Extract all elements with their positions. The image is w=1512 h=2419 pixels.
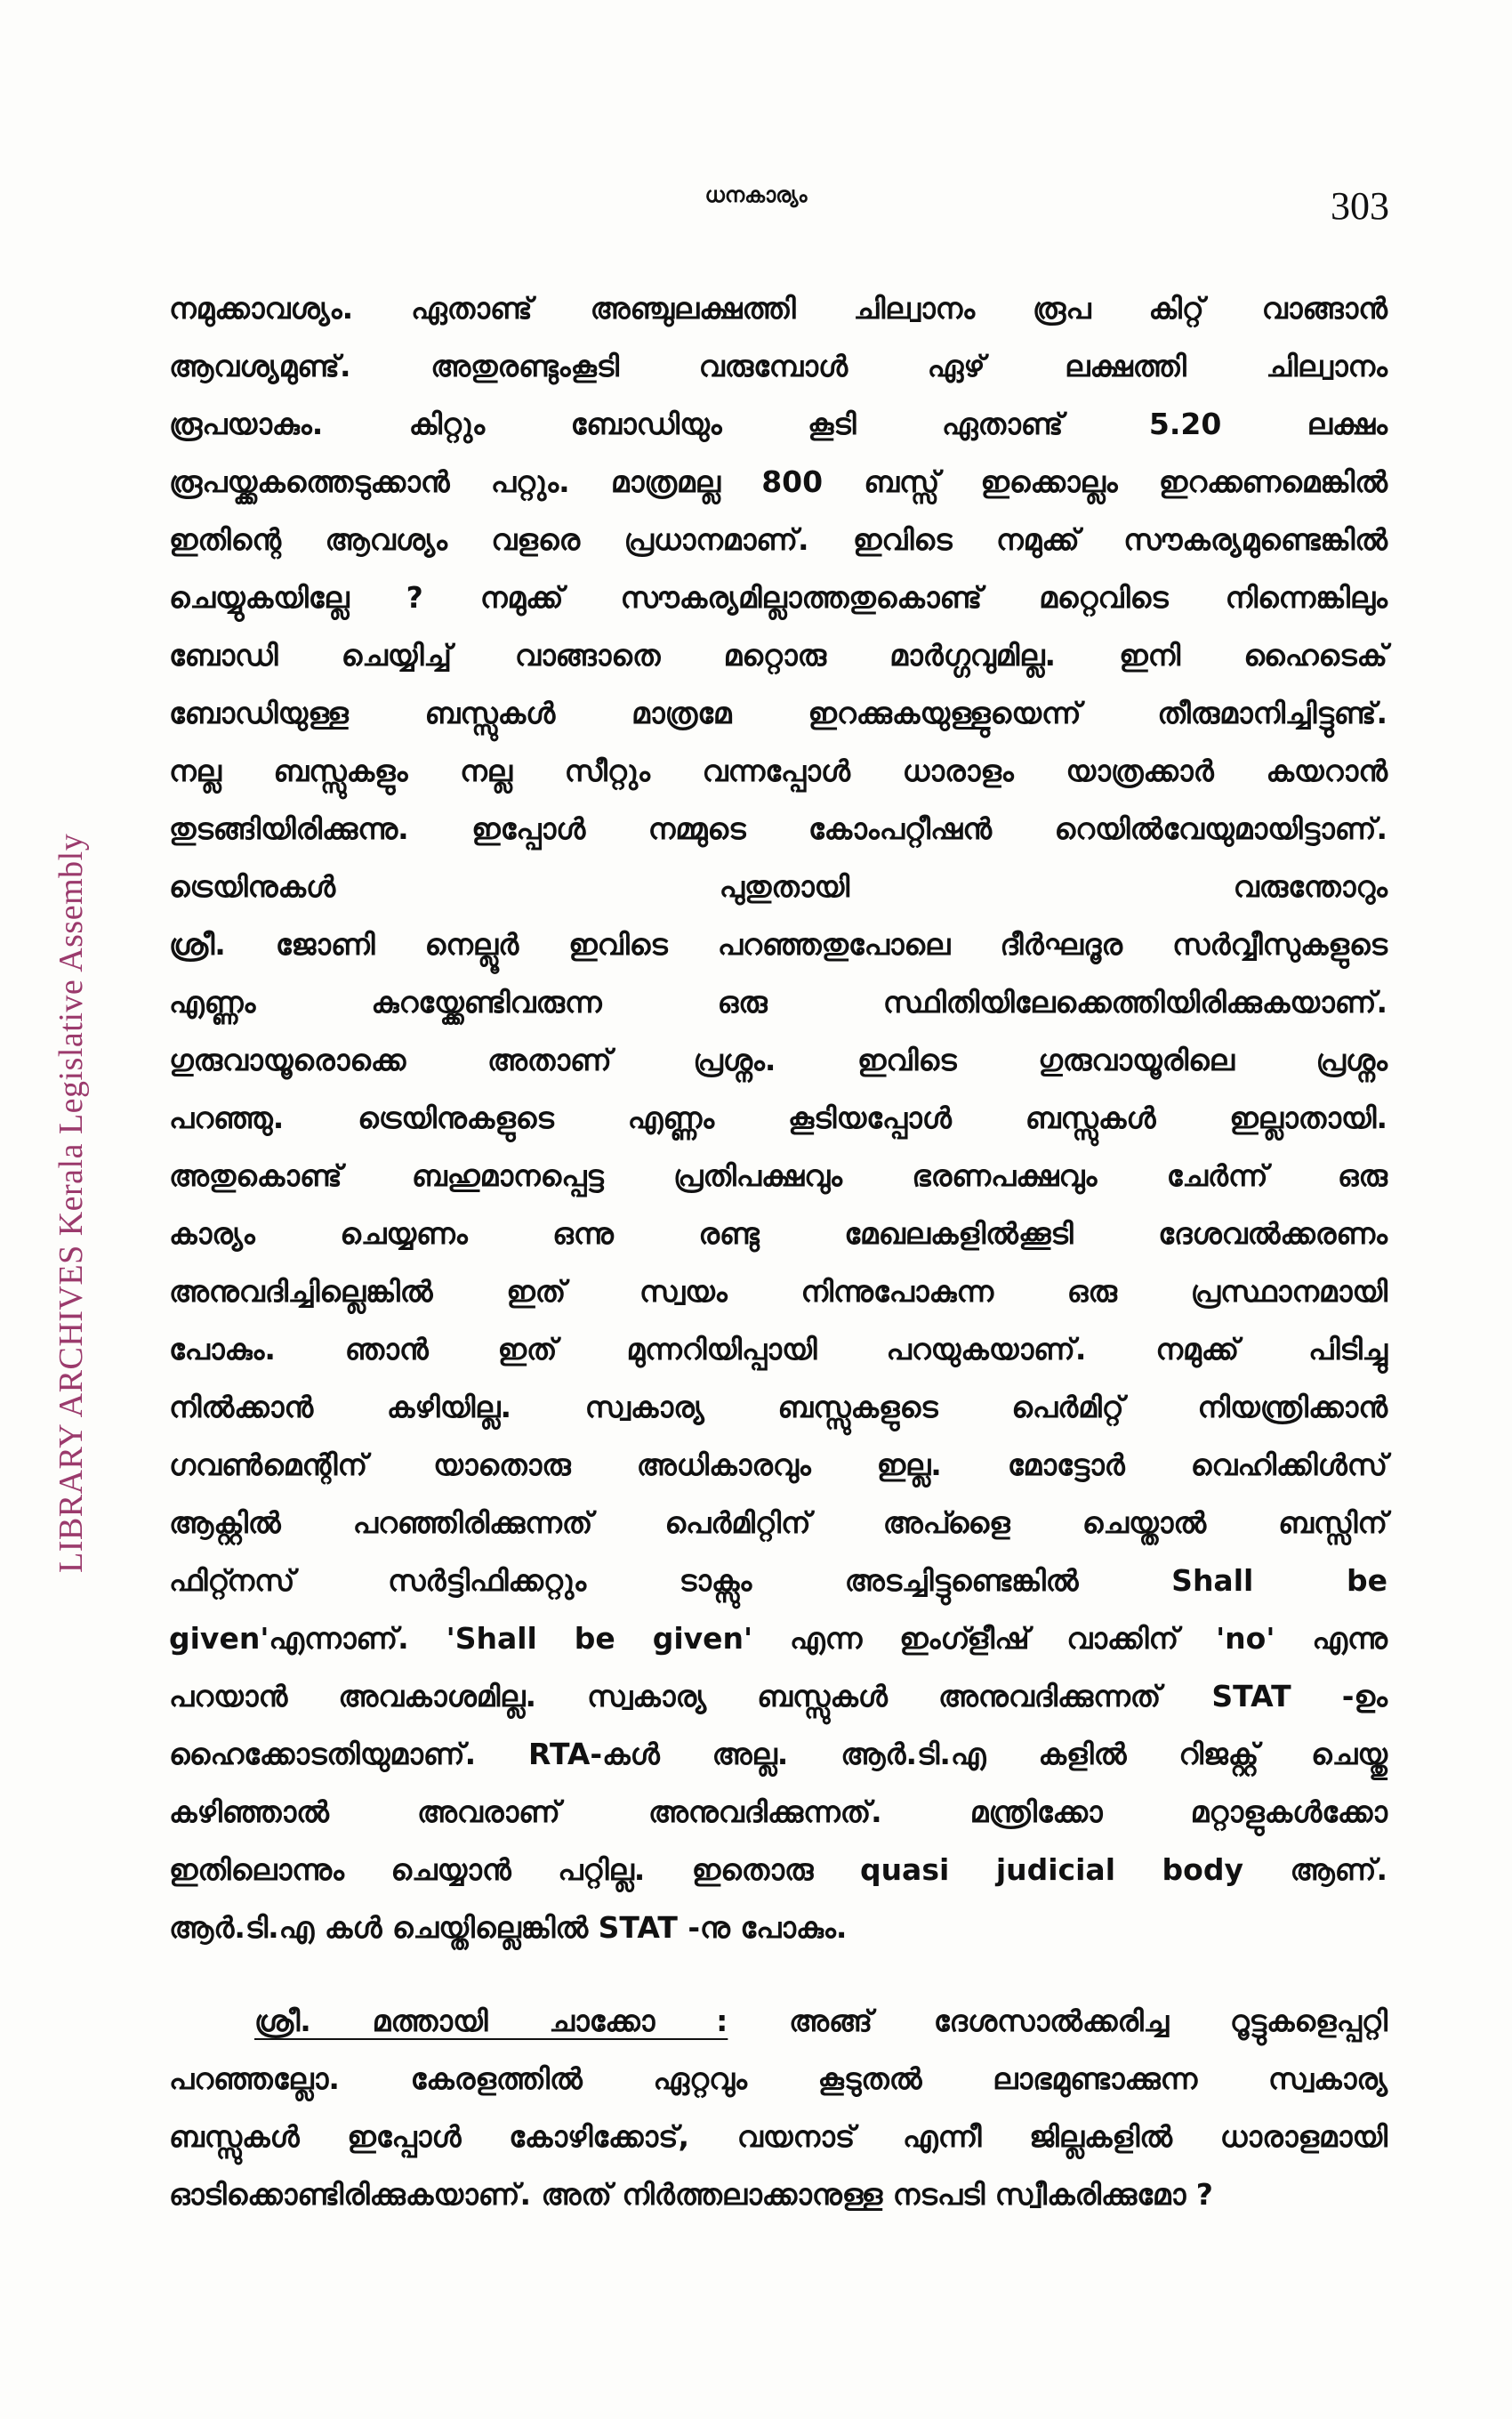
text-line: പറയാൻ അവകാശമില്ല. സ്വകാര്യ ബസ്സുകൾ അനുവദിക്കുന്നത് STAT -ഉം xyxy=(169,1679,1387,1713)
text-line: നിൽക്കാൻ കഴിയില്ല. സ്വകാര്യ ബസ്സുകളുടെ പെർമിറ്റ് നിയന്ത്രിക്കാൻ xyxy=(169,1390,1387,1424)
speech-line: പറഞ്ഞല്ലോ. കേരളത്തിൽ ഏറ്റവും കൂടുതൽ ലാഭമുണ്ടാക്കുന്ന സ്വകാര്യ xyxy=(169,2061,1387,2096)
text-line: രൂപയ്ക്കകത്തെടുക്കാൻ പറ്റും. മാത്രമല്ല 800 ബസ്സ് ഇക്കൊല്ലം ഇറക്കണമെങ്കിൽ xyxy=(169,464,1387,499)
text-line: കഴിഞ്ഞാൽ അവരാണ് അനുവദിക്കുന്നത്. മന്ത്രിക്കോ മറ്റാളുകൾക്കോ xyxy=(169,1794,1387,1829)
text-line: ആർ.ടി.എ കൾ ചെയ്തില്ലെങ്കിൽ STAT -നു പോകും. xyxy=(169,1910,848,1945)
text-line: given'എന്നാണ്. 'Shall be given' എന്ന ഇംഗ്ളീഷ് വാക്കിന് 'no' എന്നു xyxy=(169,1621,1387,1656)
text-line: അതുകൊണ്ട് ബഹുമാനപ്പെട്ട പ്രതിപക്ഷവും ഭരണപക്ഷവും ചേർന്ന് ഒരു xyxy=(169,1158,1387,1193)
text-line: ഇതിലൊന്നും ചെയ്യാൻ പറ്റില്ല. ഇതൊരു quasi judicial body ആണ്. xyxy=(169,1852,1387,1887)
text-line: ആവശ്യമുണ്ട്. അതുരണ്ടുംകൂടി വരുമ്പോൾ ഏഴ് ലക്ഷത്തി ചില്വാനം xyxy=(169,349,1387,383)
speaker-name: ശ്രീ. മത്തായി ചാക്കോ : xyxy=(254,2004,728,2038)
text-line: ട്രെയിനുകൾ പുതുതായി വരുന്തോറും xyxy=(169,869,1387,904)
speech-line: ഓടിക്കൊണ്ടിരിക്കുകയാണ്. അത് നിർത്തലാക്കാനുള്ള നടപടി സ്വീകരിക്കുമോ ? xyxy=(169,2177,1213,2212)
text-line: ഗവൺമെന്റിന് യാതൊരു അധികാരവും ഇല്ല. മോട്ടോർ വെഹിക്കിൾസ് xyxy=(169,1447,1387,1482)
body-text xyxy=(169,279,1387,2223)
text-line: ബോഡി ചെയ്യിച്ച് വാങ്ങാതെ മറ്റൊരു മാർഗ്ഗവുമില്ല. ഇനി ഹൈടെക് xyxy=(169,638,1387,673)
text-line: ഫിറ്റ്നസ് സർട്ടിഫിക്കറ്റും ടാക്സും അടച്ചിട്ടുണ്ടെങ്കിൽ Shall be xyxy=(169,1563,1387,1598)
text-line: രൂപയാകും. കിറ്റും ബോഡിയും കൂടി ഏതാണ്ട് 5.20 ലക്ഷം xyxy=(169,407,1387,441)
text-line: ഗുരുവായൂരൊക്കെ അതാണ് പ്രശ്നം. ഇവിടെ ഗുരുവായൂരിലെ പ്രശ്നം xyxy=(169,1043,1387,1077)
text-line: നമുക്കാവശ്യം. ഏതാണ്ട് അഞ്ചുലക്ഷത്തി ചില്വാനം രൂപ കിറ്റ് വാങ്ങാൻ xyxy=(169,291,1387,326)
paragraph-gap xyxy=(169,1956,1387,1992)
text-line: എണ്ണം കുറയ്ക്കേണ്ടിവരുന്ന ഒരു സ്ഥിതിയിലേക്കെത്തിയിരിക്കുകയാണ്. xyxy=(169,985,1387,1020)
text-line: പറഞ്ഞു. ട്രെയിനുകളുടെ എണ്ണം കൂടിയപ്പോൾ ബസ്സുകൾ ഇല്ലാതായി. xyxy=(169,1101,1387,1135)
text-line: ആക്റ്റിൽ പറഞ്ഞിരിക്കുന്നത് പെർമിറ്റിന് അപ്ളൈ ചെയ്താൽ ബസ്സിന് xyxy=(169,1505,1387,1540)
archive-stamp: LIBRARY ARCHIVES Kerala Legislative Assembly xyxy=(52,833,90,1573)
page-number: 303 xyxy=(1331,184,1389,228)
text-line: പോകും. ഞാൻ ഇത് മുന്നറിയിപ്പായി പറയുകയാണ്. നമുക്ക് പിടിച്ചു xyxy=(169,1332,1387,1367)
speech-first-line xyxy=(169,1992,1387,2050)
speech-text: അങ്ങ് ദേശസാൽക്കരിച്ച റൂട്ടുകളെപ്പറ്റി xyxy=(789,2004,1387,2038)
text-line: അനുവദിച്ചില്ലെങ്കിൽ ഇത് സ്വയം നിന്നുപോകുന്ന ഒരു പ്രസ്ഥാനമായി xyxy=(169,1274,1387,1309)
text-line: ഇതിന്റെ ആവശ്യം വളരെ പ്രധാനമാണ്. ഇവിടെ നമുക്ക് സൗകര്യമുണ്ടെങ്കിൽ xyxy=(169,522,1387,557)
text-line: ചെയ്യുകയില്ലേ ? നമുക്ക് സൗകര്യമില്ലാത്തതുകൊണ്ട് മറ്റെവിടെ നിന്നെങ്കിലും xyxy=(169,580,1387,615)
text-line: ഹൈക്കോടതിയുമാണ്. RTA-കൾ അല്ല. ആർ.ടി.എ കളിൽ റിജക്റ്റ് ചെയ്തു xyxy=(169,1737,1387,1771)
text-line: ശ്രീ. ജോണി നെല്ലൂർ ഇവിടെ പറഞ്ഞതുപോലെ ദീർഘദൂര സർവ്വീസുകളുടെ xyxy=(169,927,1387,962)
text-line: തുടങ്ങിയിരിക്കുന്നു. ഇപ്പോൾ നമ്മുടെ കോംപറ്റീഷൻ റെയിൽവേയുമായിട്ടാണ്. xyxy=(169,811,1387,846)
speech-line: ബസ്സുകൾ ഇപ്പോൾ കോഴിക്കോട്, വയനാട് എന്നീ ജില്ലകളിൽ ധാരാളമായി xyxy=(169,2119,1387,2154)
text-line: നല്ല ബസ്സുകളും നല്ല സീറ്റും വന്നപ്പോൾ ധാരാളം യാത്രക്കാർ കയറാൻ xyxy=(169,754,1387,788)
running-head: ധനകാര്യം xyxy=(704,182,808,207)
text-line: ബോഡിയുള്ള ബസ്സുകൾ മാത്രമേ ഇറക്കുകയുള്ളുയെന്ന് തീരുമാനിച്ചിട്ടുണ്ട്. xyxy=(169,696,1387,730)
text-line: കാര്യം ചെയ്യണം ഒന്നു രണ്ടു മേഖലകളിൽക്കൂടി ദേശവൽക്കരണം xyxy=(169,1216,1387,1251)
